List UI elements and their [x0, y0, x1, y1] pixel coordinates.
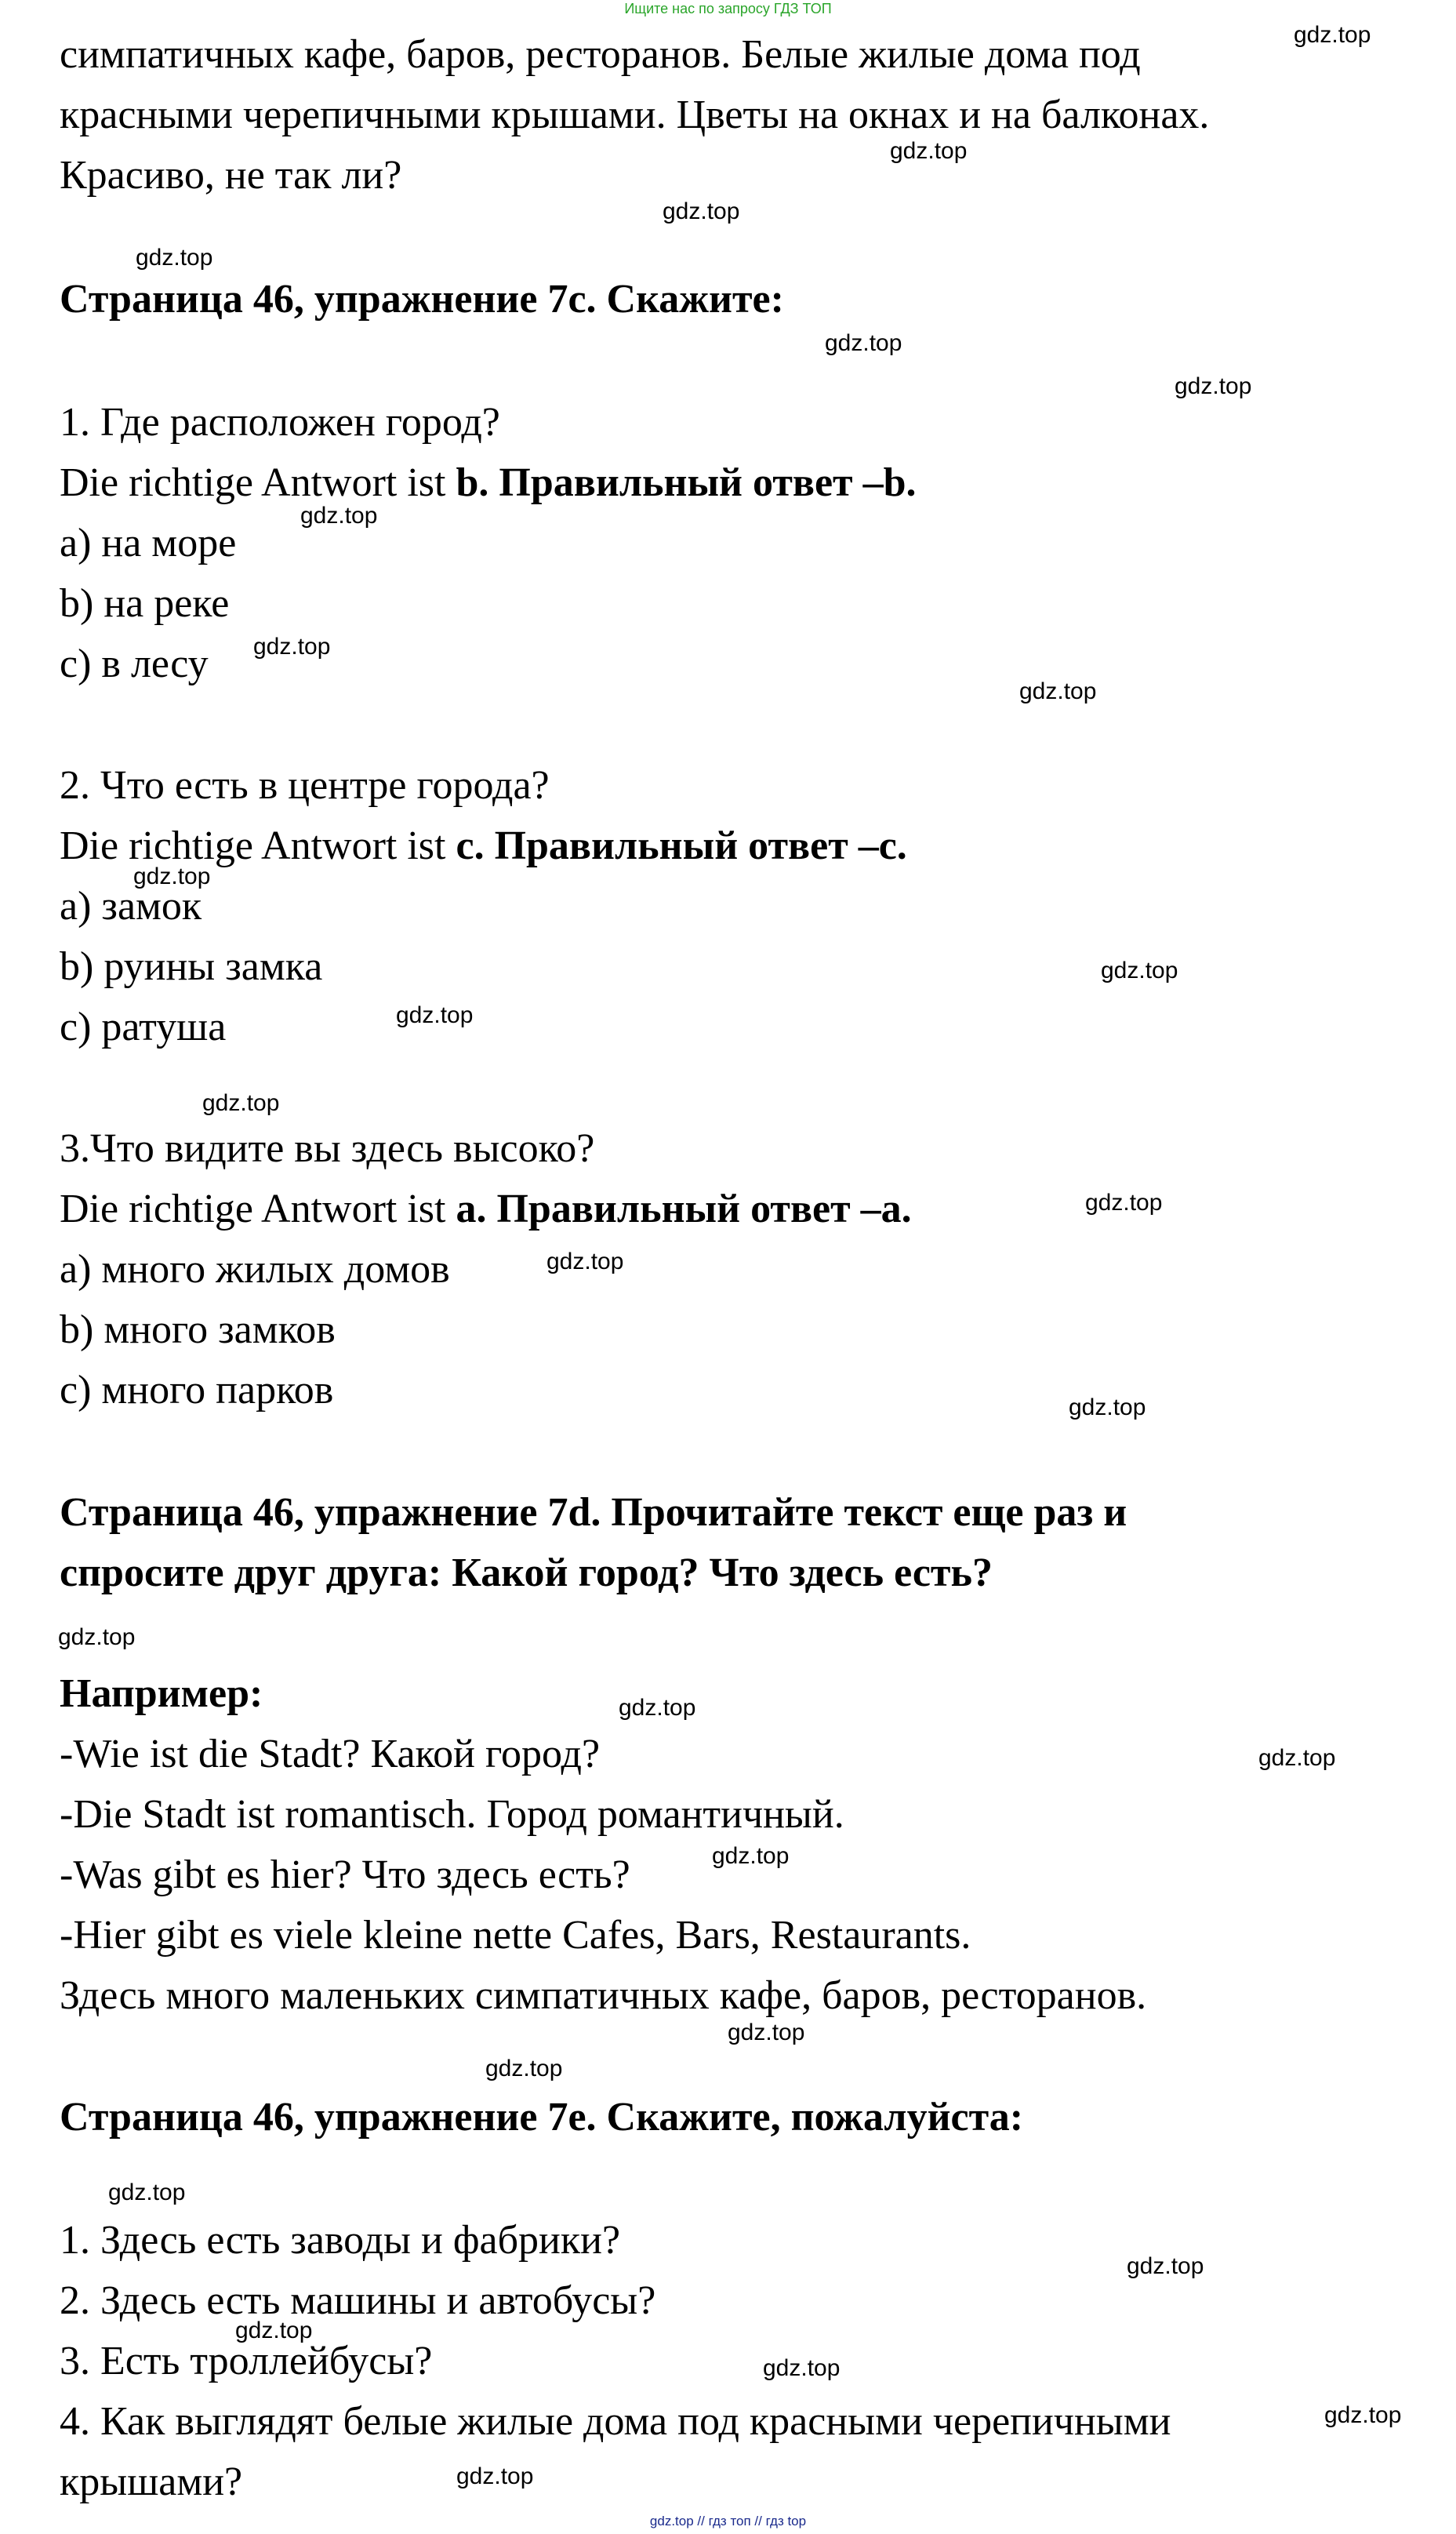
question-1: 1. Где расположен город?	[60, 400, 500, 445]
question-2-option-c: c) ратуша	[60, 1005, 227, 1049]
question-1-option-a: a) на море	[60, 521, 237, 565]
watermark: gdz.top	[485, 2056, 563, 2081]
question-3-option-b: b) много замков	[60, 1307, 336, 1352]
watermark: gdz.top	[763, 2355, 841, 2381]
question-2-option-b: b) руины замка	[60, 944, 323, 989]
answer-1-prefix: Die richtige Antwort ist	[60, 460, 456, 505]
example-label: Например:	[60, 1671, 263, 1716]
bottom-banner[interactable]: gdz.top // гдз топ // гдз top	[649, 2514, 807, 2529]
question-7e-4-cont: крышами?	[60, 2459, 243, 2504]
watermark: gdz.top	[825, 330, 902, 356]
watermark: gdz.top	[1175, 373, 1252, 399]
question-1-option-b: b) на реке	[60, 581, 230, 626]
watermark: gdz.top	[728, 2020, 805, 2045]
answer-3-bold: a. Правильный ответ –a.	[456, 1187, 912, 1231]
watermark: gdz.top	[663, 198, 740, 224]
watermark: gdz.top	[133, 863, 211, 889]
watermark: gdz.top	[58, 1624, 136, 1650]
intro-line-3: Красиво, не так ли?	[60, 153, 402, 198]
watermark: gdz.top	[1324, 2402, 1402, 2428]
question-7e-3: 3. Есть троллейбусы?	[60, 2339, 433, 2383]
watermark: gdz.top	[890, 138, 968, 164]
watermark: gdz.top	[300, 503, 378, 529]
example-line-4: -Hier gibt es viele kleine nette Cafes, Bars, Restaurants.	[60, 1913, 971, 1958]
answer-3	[60, 1186, 912, 1233]
question-3-option-a: a) много жилых домов	[60, 1247, 450, 1292]
watermark: gdz.top	[1069, 1394, 1146, 1420]
answer-3-prefix: Die richtige Antwort ist	[60, 1187, 456, 1231]
top-banner[interactable]: Ищите нас по запросу ГДЗ ТОП	[624, 1, 832, 16]
question-1-option-c: c) в лесу	[60, 642, 209, 686]
watermark: gdz.top	[108, 2180, 186, 2205]
answer-2-bold: c. Правильный ответ –c.	[456, 823, 907, 868]
watermark: gdz.top	[1019, 678, 1097, 704]
section-7d-heading-line-1: Страница 46, упражнение 7d. Прочитайте текст еще раз и	[60, 1490, 1127, 1535]
question-7e-4: 4. Как выглядят белые жилые дома под красными черепичными	[60, 2399, 1171, 2444]
question-2: 2. Что есть в центре города?	[60, 763, 550, 808]
watermark: gdz.top	[235, 2318, 313, 2343]
watermark: gdz.top	[712, 1843, 790, 1869]
question-7e-1: 1. Здесь есть заводы и фабрики?	[60, 2218, 621, 2263]
answer-2-prefix: Die richtige Antwort ist	[60, 823, 456, 868]
question-3: 3.Что видите вы здесь высоко?	[60, 1126, 595, 1171]
watermark: gdz.top	[546, 1249, 624, 1274]
question-3-option-c: c) много парков	[60, 1368, 334, 1412]
watermark: gdz.top	[1294, 22, 1371, 48]
answer-2	[60, 823, 907, 870]
example-line-5: Здесь много маленьких симпатичных кафе, баров, ресторанов.	[60, 1973, 1147, 2018]
example-line-3: -Was gibt es hier? Что здесь есть?	[60, 1852, 630, 1897]
intro-line-2: красными черепичными крышами. Цветы на окнах и на балконах.	[60, 93, 1210, 137]
answer-1	[60, 460, 917, 507]
watermark: gdz.top	[202, 1090, 280, 1116]
section-7c-heading: Страница 46, упражнение 7с. Скажите:	[60, 277, 784, 322]
watermark: gdz.top	[136, 245, 213, 271]
watermark: gdz.top	[1258, 1745, 1336, 1771]
intro-line-1: симпатичных кафе, баров, ресторанов. Белые жилые дома под	[60, 32, 1141, 77]
section-7e-heading: Страница 46, упражнение 7e. Скажите, пожалуйста:	[60, 2095, 1024, 2140]
watermark: gdz.top	[396, 1002, 474, 1028]
watermark: gdz.top	[456, 2463, 534, 2489]
section-7d-heading-line-2: спросите друг друга: Какой город? Что здесь есть?	[60, 1551, 993, 1595]
example-line-2: -Die Stadt ist romantisch. Город романтичный.	[60, 1792, 844, 1837]
example-line-1: -Wie ist die Stadt? Какой город?	[60, 1732, 601, 1776]
watermark: gdz.top	[619, 1695, 696, 1721]
answer-1-bold: b. Правильный ответ –b.	[456, 460, 917, 505]
watermark: gdz.top	[1127, 2253, 1204, 2279]
watermark: gdz.top	[253, 634, 331, 660]
question-2-option-a: a) замок	[60, 884, 202, 929]
watermark: gdz.top	[1085, 1190, 1163, 1216]
watermark: gdz.top	[1101, 958, 1178, 983]
question-7e-2: 2. Здесь есть машины и автобусы?	[60, 2278, 656, 2323]
